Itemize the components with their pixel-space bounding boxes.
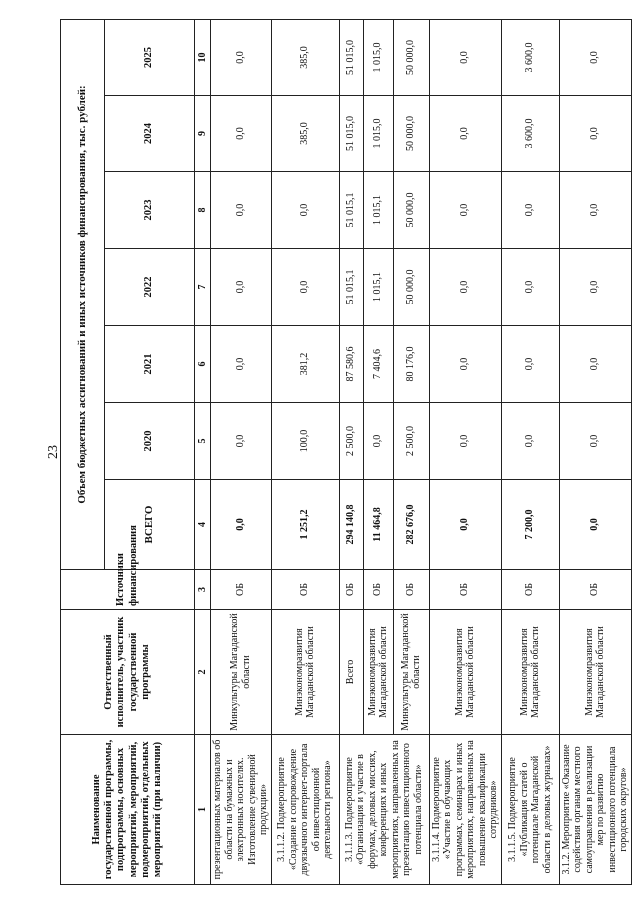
row-value: 50 000,0 [393, 249, 429, 326]
table-row [271, 19, 339, 884]
row-name: 3.1.1.3. Подмероприятие «Организация и участие в форумах, деловых миссиях, конференциях и иных мероприятиях, направленных на презентацию инвестиционного потенциала области» [339, 735, 429, 885]
header-year: 2020 [105, 403, 195, 480]
column-number: 9 [195, 96, 211, 172]
column-number: 8 [195, 172, 211, 249]
table-row [429, 19, 501, 884]
column-number: 10 [195, 19, 211, 95]
row-value: 0,0 [211, 19, 272, 95]
row-name: 3.1.1.4. Подмероприятие «Участие в обучающих программах, семинарах и иных мероприятиях, направленных на повышение квалификации сотрудников» [429, 735, 501, 885]
row-value: 0,0 [559, 249, 631, 326]
row-value: 0,0 [271, 172, 339, 249]
row-executor: Минкультуры Магаданской области [211, 610, 272, 735]
header-year: 2025 [105, 19, 195, 95]
header-name: Наименование государственной программы, подпрограммы, основных мероприятий, мероприятий, подмероприятий, отдельных мероприятий (при наличии) [61, 735, 195, 885]
row-executor: Минэкономразвития Магаданской области [429, 610, 501, 735]
header-year: 2023 [105, 172, 195, 249]
row-executor: Минэкономразвития Магаданской области [271, 610, 339, 735]
row-total: 11 464,8 [363, 480, 393, 570]
header-source: Источники финансирования [61, 570, 195, 610]
financing-table [60, 19, 632, 885]
row-executor: Минэкономразвития Магаданской области [363, 610, 393, 735]
row-value: 0,0 [211, 96, 272, 172]
column-number: 5 [195, 403, 211, 480]
rotated-table-container [60, 20, 629, 885]
header-year: 2022 [105, 249, 195, 326]
row-value: 0,0 [429, 172, 501, 249]
row-value: 0,0 [559, 19, 631, 95]
row-value: 0,0 [429, 249, 501, 326]
header-year: 2024 [105, 96, 195, 172]
row-value: 381,2 [271, 326, 339, 403]
header-year: 2021 [105, 326, 195, 403]
row-value: 80 176,0 [393, 326, 429, 403]
row-source: ОБ [339, 570, 363, 610]
header-total: ВСЕГО [105, 480, 195, 570]
row-value: 0,0 [211, 326, 272, 403]
column-number: 2 [195, 610, 211, 735]
row-value: 0,0 [501, 326, 559, 403]
row-value: 100,0 [271, 403, 339, 480]
table-row [559, 19, 631, 884]
row-source: ОБ [393, 570, 429, 610]
row-source: ОБ [429, 570, 501, 610]
row-value: 1 015,0 [363, 19, 393, 95]
row-value: 0,0 [559, 96, 631, 172]
row-value: 51 015,1 [339, 172, 363, 249]
row-value: 0,0 [363, 403, 393, 480]
row-value: 51 015,0 [339, 19, 363, 95]
row-source: ОБ [363, 570, 393, 610]
row-value: 51 015,0 [339, 96, 363, 172]
row-executor: Минэкономразвития Магаданской области [559, 610, 631, 735]
row-value: 0,0 [501, 403, 559, 480]
row-name: презентационных материалов об области на бумажных и электронных носителях. Изготовление сувенирной продукции» [211, 735, 272, 885]
row-value: 0,0 [211, 403, 272, 480]
row-value: 87 580,6 [339, 326, 363, 403]
table-row [339, 19, 363, 884]
row-source: ОБ [559, 570, 631, 610]
row-value: 1 015,0 [363, 96, 393, 172]
row-name: 3.1.2. Мероприятие «Оказание содействия органам местного самоуправления в реализации мер по развитию инвестиционного потенциала городских округов» [559, 735, 631, 885]
row-value: 2 500,0 [393, 403, 429, 480]
row-value: 0,0 [559, 172, 631, 249]
column-number: 7 [195, 249, 211, 326]
row-value: 51 015,1 [339, 249, 363, 326]
row-value: 0,0 [559, 326, 631, 403]
row-value: 3 600,0 [501, 19, 559, 95]
row-value: 0,0 [429, 96, 501, 172]
row-value: 385,0 [271, 19, 339, 95]
row-total: 0,0 [429, 480, 501, 570]
row-value: 3 600,0 [501, 96, 559, 172]
row-value: 7 404,6 [363, 326, 393, 403]
row-total: 1 251,2 [271, 480, 339, 570]
row-value: 1 015,1 [363, 172, 393, 249]
row-executor: Минкультуры Магаданской области [393, 610, 429, 735]
header-executor: Ответственный исполнитель, участник государственной программы [61, 610, 195, 735]
row-value: 0,0 [501, 249, 559, 326]
table-row [211, 19, 272, 884]
row-value: 50 000,0 [393, 96, 429, 172]
row-value: 0,0 [429, 19, 501, 95]
row-value: 385,0 [271, 96, 339, 172]
column-number: 6 [195, 326, 211, 403]
row-value: 0,0 [429, 403, 501, 480]
row-value: 0,0 [501, 172, 559, 249]
column-number: 4 [195, 480, 211, 570]
row-source: ОБ [501, 570, 559, 610]
row-source: ОБ [211, 570, 272, 610]
row-value: 1 015,1 [363, 249, 393, 326]
column-number: 1 [195, 735, 211, 885]
row-source: ОБ [271, 570, 339, 610]
column-number: 3 [195, 570, 211, 610]
row-total: 294 140,8 [339, 480, 363, 570]
row-name: 3.1.1.5. Подмероприятие «Публикация статей о потенциале Магаданской области в деловых журналах» [501, 735, 559, 885]
row-total: 0,0 [211, 480, 272, 570]
row-value: 0,0 [211, 249, 272, 326]
row-value: 0,0 [211, 172, 272, 249]
row-total: 282 676,0 [393, 480, 429, 570]
row-executor: Всего [339, 610, 363, 735]
row-value: 50 000,0 [393, 172, 429, 249]
row-value: 2 500,0 [339, 403, 363, 480]
row-total: 0,0 [559, 480, 631, 570]
page-number: 23 [46, 445, 61, 459]
row-value: 0,0 [559, 403, 631, 480]
row-total: 7 200,0 [501, 480, 559, 570]
row-value: 0,0 [271, 249, 339, 326]
row-executor: Минэкономразвития Магаданской области [501, 610, 559, 735]
table-row [501, 19, 559, 884]
row-name: 3.1.1.2. Подмероприятие «Создание и сопровождение двуязычного интернет-портала об инвестиционной деятельности региона» [271, 735, 339, 885]
row-value: 50 000,0 [393, 19, 429, 95]
row-value: 0,0 [429, 326, 501, 403]
header-budget: Объем бюджетных ассигнований и иных источников финансирования, тыс. рублей: [61, 19, 105, 569]
